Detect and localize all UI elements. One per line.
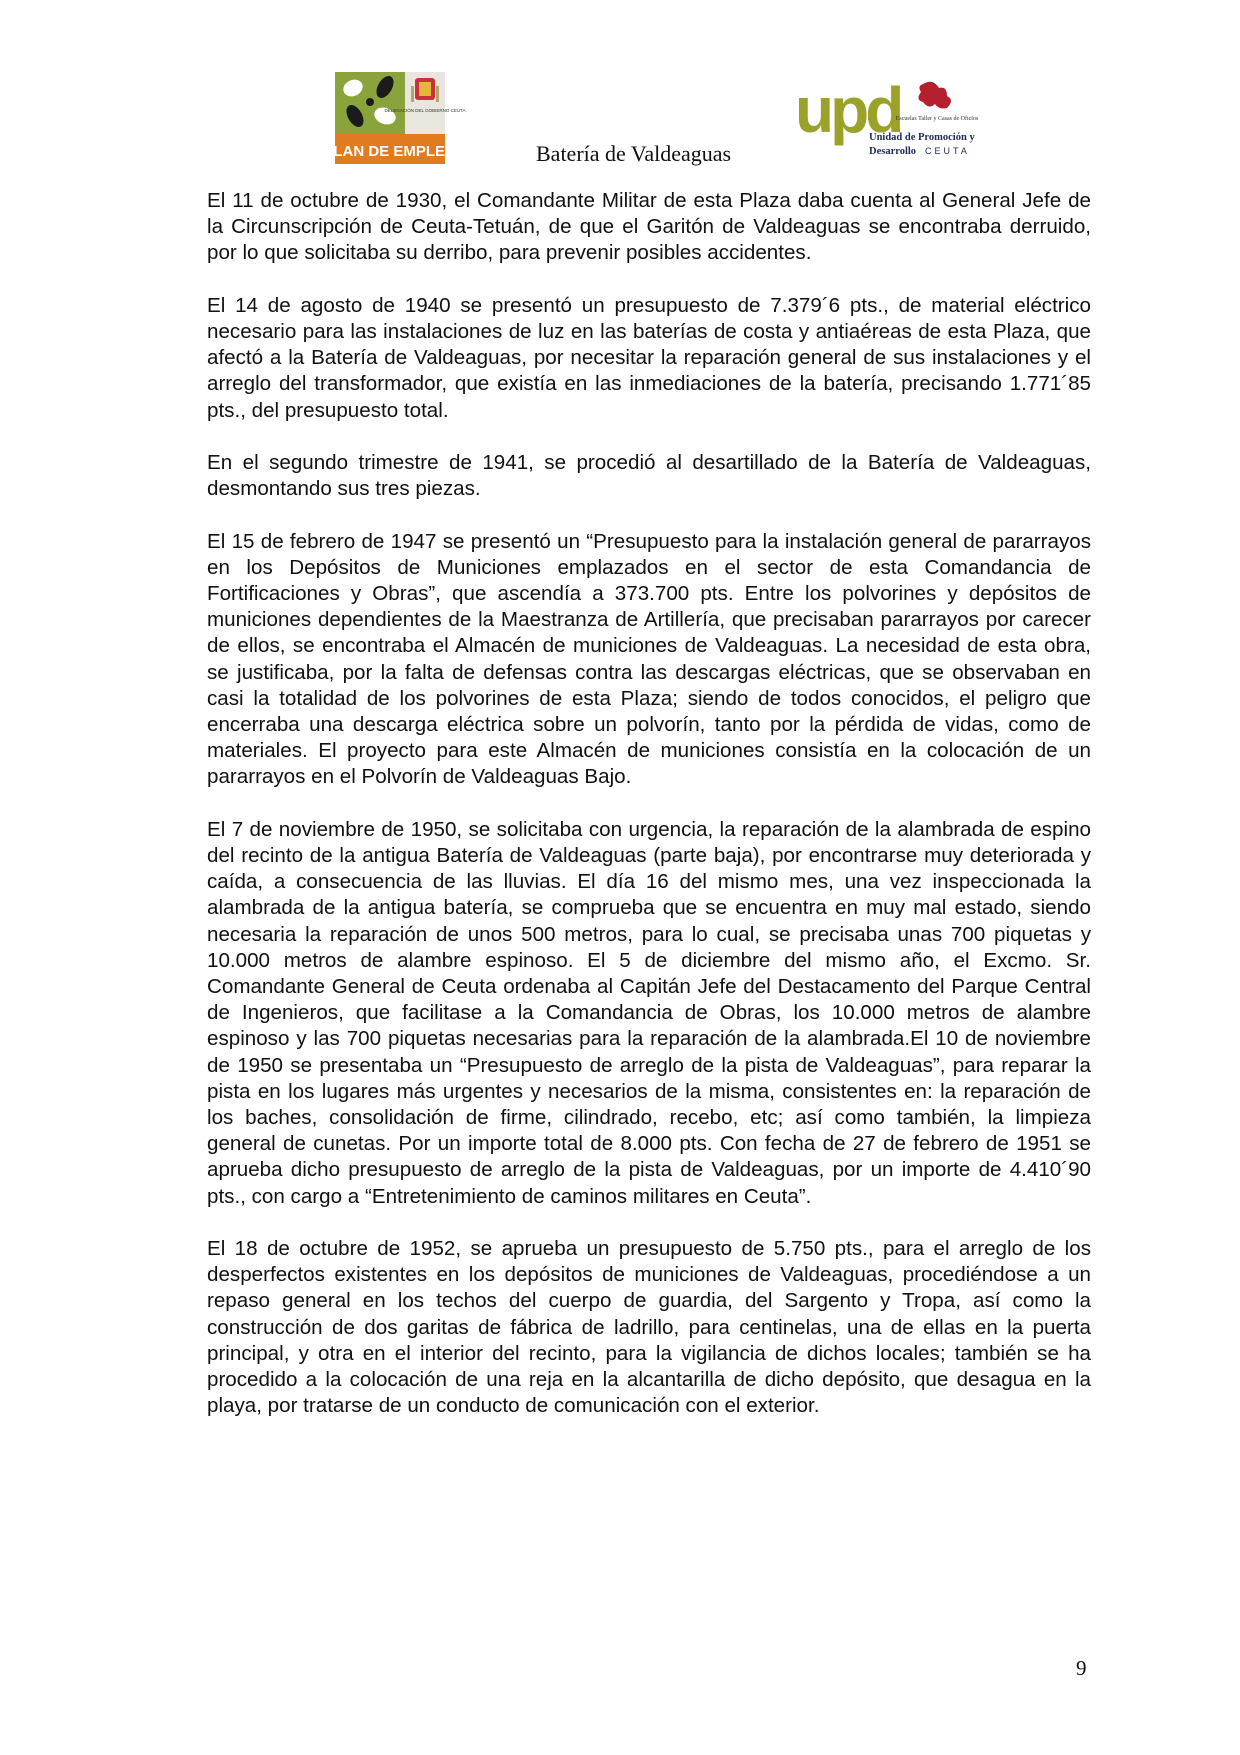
logo-org-line1: Unidad de Promoción y	[869, 132, 975, 143]
paragraph: El 7 de noviembre de 1950, se solicitaba con urgencia, la reparación de la alambrada de espino del recinto de la antigua Batería de Valdeaguas (parte baja), por encontrarse muy deteriorada y caída, a consecuencia de las lluvias. El día 16 del mismo mes, una vez inspeccionada la alambrada de la antigua batería, se comprueba que se encuentra en muy mal estado, siendo necesaria la reparación de unos 500 metros, para lo cual, se precisaba unas 700 piquetas y 10.000 metros de alambre espinoso. El 5 de diciembre del mismo año, el Excmo. Sr. Comandante General de Ceuta ordenaba al Capitán Jefe del Destacamento del Parque Central de Ingenieros, que facilitase a la Comandancia de Obras, los 10.000 metros de alambre espinoso y las 700 piquetas necesarias para la reparación de la alambrada.El 10 de noviembre de 1950 se presentaba un “Presupuesto de arreglo de la pista de Valdeaguas”, para reparar la pista en los lugares más urgentes y necesarios de la misma, consistentes en: la reparación de los baches, consolidación de firme, cilindrado, recebo, etc; así como también, la limpieza general de cunetas. Por un importe total de 8.000 pts. Con fecha de 27 de febrero de 1951 se aprueba dicho presupuesto de arreglo de la pista de Valdeaguas, por un importe de 4.410´90 pts., con cargo a “Entretenimiento de caminos militares en Ceuta”.	[207, 817, 1091, 1208]
paragraph: El 18 de octubre de 1952, se aprueba un presupuesto de 5.750 pts., para el arreglo de los desperfectos existentes en los depósitos de municiones de Valdeaguas, procediéndose a un repaso general en los techos del cuerpo de guardia, del Sargento y Tropa, así como la construcción de dos garitas de fábrica de ladrillo, para centinelas, una de ellas en la puerta principal, y otra en el interior del recinto, para la vigilancia de dichos locales; también se ha procedido a la colocación de una reja en la alcantarilla de dicho depósito, que desagua en la playa, por tratarse de un conducto de comunicación con el exterior.	[207, 1237, 1091, 1418]
logo-caption: PLAN DE EMPLEO	[323, 143, 457, 160]
document-body	[207, 188, 1091, 1446]
logo-letters: upd	[795, 74, 901, 146]
logo-city: CEUTA	[925, 146, 970, 156]
plan-de-empleo-logo	[323, 72, 466, 164]
paragraph: El 14 de agosto de 1940 se presentó un presupuesto de 7.379´6 pts., de material eléctrico necesario para las instalaciones de luz en las baterías de costa y antiaéreas de esta Plaza, que afectó a la Batería de Valdeaguas, por necesitar la reparación general de sus instalaciones y el arreglo del transformador, que existía en las inmediaciones de la batería, precisando 1.771´85 pts., del presupuesto total.	[207, 293, 1091, 422]
logo-side-text: DELEGACIÓN DEL GOBIERNO CEUTA	[384, 108, 466, 113]
logo-small-text: Escuelas Taller y Casas de Oficios	[895, 116, 979, 122]
paragraph: El 11 de octubre de 1930, el Comandante Militar de esta Plaza daba cuenta al General Jefe de la Circunscripción de Ceuta-Tetuán, de que el Garitón de Valdeaguas se encontraba derruido, por lo que solicitaba su derribo, para prevenir posibles accidentes.	[207, 189, 1091, 265]
flower-icon	[918, 82, 951, 109]
logo-org-line2: Desarrollo	[869, 146, 917, 157]
upd-logo	[795, 74, 979, 166]
paragraph: El 15 de febrero de 1947 se presentó un “Presupuesto para la instalación general de pararrayos en los Depósitos de Municiones emplazados en el sector de esta Comandancia de Fortificaciones y Obras”, que ascendía a 373.700 pts. Entre los polvorines y depósitos de municiones dependientes de la Maestranza de Artillería, que precisaban pararrayos por carecer de ellos, se encontraba el Almacén de municiones de Valdeaguas. La necesidad de esta obra, se justificaba, por la falta de defensas contra las descargas eléctricas, que se observaban en casi la totalidad de los polvorines de esta Plaza; siendo de todos conocidos, el peligro que encerraba una descarga eléctrica sobre un polvorín, tanto por la pérdida de vidas, como de materiales. El proyecto para este Almacén de municiones consistía en la colocación de un pararrayos en el Polvorín de Valdeaguas Bajo.	[207, 529, 1091, 789]
page-number: 9	[1076, 1656, 1087, 1680]
paragraph: En el segundo trimestre de 1941, se procedió al desartillado de la Batería de Valdeaguas, desmontando sus tres piezas.	[207, 451, 1091, 501]
header-title: Batería de Valdeaguas	[536, 141, 732, 166]
